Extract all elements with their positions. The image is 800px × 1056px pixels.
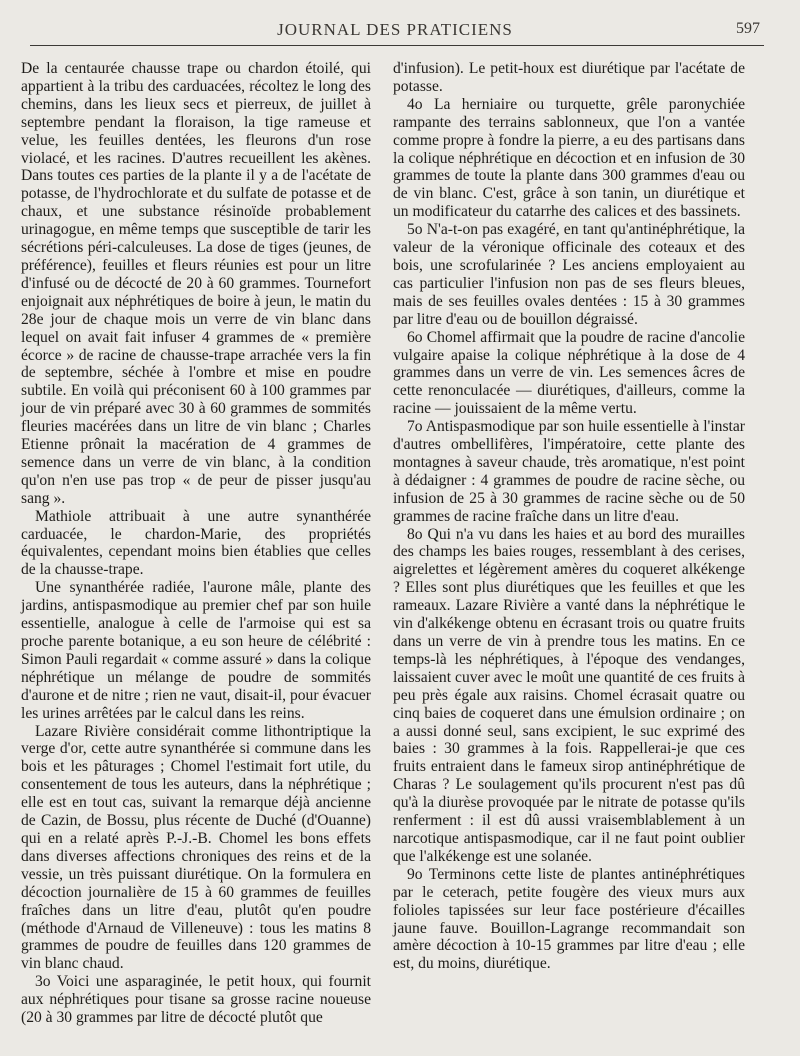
journal-title: JOURNAL DES PRATICIENS: [277, 20, 513, 39]
paragraph: Une synanthérée radiée, l'aurone mâle, plante des jardins, antispasmodique au premier chef par son huile essentielle, analogue à celle de l'armoise qui est sa proche parente botanique, a eu son heure de célébrité : Simon Pauli regardait « comme assuré » dans la colique néphrétique un mélange de poudre de sommités d'aurone et de nitre ; rien ne vaut, disait-il, pour évacuer les urines arrêtées par le calcul dans les reins.: [21, 579, 371, 722]
left-column: [21, 60, 371, 1027]
right-column: [393, 60, 745, 973]
paragraph: 3o Voici une asparaginée, le petit houx, qui fournit aux néphrétiques pour tisane sa grosse racine noueuse (20 à 30 grammes par litre de décocté plutôt que: [21, 973, 371, 1027]
paragraph: Lazare Rivière considérait comme lithontriptique la verge d'or, cette autre synanthérée si commune dans les bois et les pâturages ; Chomel l'estimait fort utile, du consentement de tous les auteurs, dans la néphrétique ; elle est en tout cas, suivant la remarque déjà ancienne de Cazin, de Bossu, plus récente de Duché (d'Ouanne) qui en a relaté après P.-J.-B. Chomel les bons effets dans diverses affections chroniques des reins et de la vessie, un très puissant diurétique. On la formulera en décoction journalière de 15 à 60 grammes de feuilles fraîches dans un litre d'eau, plutôt qu'en poudre (méthode d'Arnaud de Villeneuve) : tous les matins 8 grammes de poudre de feuilles dans 120 grammes de vin blanc chaud.: [21, 722, 371, 973]
paragraph: 8o Qui n'a vu dans les haies et au bord des murailles des champs les baies rouges, ressemblant à des cerises, aigrelettes et légèrement amères du coqueret alkékenge ? Elles sont plus diurétiques que les feuilles et que les rameaux. Lazare Rivière a vanté dans la néphrétique le vin d'alkékenge obtenu en écrasant trois ou quatre fruits dans un verre de vin à prendre tous les matins. En ce temps-là les néphrétiques, à l'époque des vendanges, laissaient cuver avec le moût une quantité de ces fruits à peu près égale aux raisins. Chomel écrasait quatre ou cinq baies de coqueret dans une émulsion ordinaire ; on a aussi donné seul, sans excipient, le suc exprimé des baies : 30 grammes à la fois. Rappellerai-je que ces fruits entraient dans le fameux sirop antinéphrétique de Charas ? Le soulagement qu'ils procurent n'est pas dû qu'à la diurèse provoquée par le nitrate de potasse qu'ils renferment : il est dû aussi vraisemblablement à un narcotique antispasmodique, car il ne faut point oublier que l'alkékenge est une solanée.: [393, 525, 745, 865]
paragraph: 9o Terminons cette liste de plantes antinéphrétiques par le ceterach, petite fougère des vieux murs aux folioles tapissées sur leur face postérieure d'écailles jaune fauve. Bouillon-Lagrange recommandait son amère décoction à 10-15 grammes par litre d'eau ; elle est, du moins, diurétique.: [393, 865, 745, 973]
paragraph: Mathiole attribuait à une autre synanthérée carduacée, le chardon-Marie, des propriétés équivalentes, cependant moins bien établies que celles de la chausse-trape.: [21, 507, 371, 579]
paragraph: 7o Antispasmodique par son huile essentielle à l'instar d'autres ombellifères, l'impératoire, cette plante des montagnes à saveur chaude, très aromatique, n'est point à dédaigner : 4 grammes de poudre de racine sèche, ou infusion de 25 à 30 grammes de racine sèche ou de 50 grammes de racine fraîche dans un litre d'eau.: [393, 418, 745, 525]
paragraph: 5o N'a-t-on pas exagéré, en tant qu'antinéphrétique, la valeur de la véronique officinale des coteaux et des bois, une scrofularinée ? Les anciens employaient au cas particulier l'infusion non pas de ses fleurs bleues, mais de ses feuilles ovales dentées : 15 à 30 grammes par litre d'eau ou de bouillon dégraissé.: [393, 221, 745, 328]
paragraph: De la centaurée chausse trape ou chardon étoilé, qui appartient à la tribu des carduacées, récoltez le long des chemins, dans les lieux secs et pierreux, de juillet à septembre pendant la floraison, la tige rameuse et velue, les feuilles dentées, les fleurons d'un rose violacé, et les racines. D'autres recueillent les akènes. Dans toutes ces parties de la plante il y a de l'acétate de potasse, de l'hydrochlorate et du sulfate de potasse et de chaux, et une substance résinoïde probablement urinagogue, en même temps que susceptible de tarir les sécrétions péri-calculeuses. La dose de tiges (jeunes, de préférence), feuilles et fleurs réunies est pour un litre d'infusé ou de décocté de 20 à 60 grammes. Tournefort enjoignait aux néphrétiques de boire à jeun, le matin du 28e jour de chaque mois un verre de vin blanc dans lequel on avait fait infuser 4 grammes de « première écorce » de racine de chausse-trape arrachée vers la fin de septembre, séchée à l'ombre et mise en poudre subtile. En voilà qui préconisent 60 à 100 grammes par jour de vin préparé avec 30 à 60 grammes de sommités fleuries macérées dans un litre de vin blanc ; Charles Etienne prônait la macération de 4 grammes de semence dans un verre de vin blanc, à la condition qu'on n'en use pas trop « de peur de pisser jusqu'au sang ».: [21, 60, 371, 507]
paragraph: 6o Chomel affirmait que la poudre de racine d'ancolie vulgaire apaise la colique néphrétique à la dose de 4 grammes dans un verre de vin. Les semences âcres de cette renonculacée — diurétiques, d'ailleurs, comme la racine — jouissaient de la même vertu.: [393, 328, 745, 418]
header-rule: [30, 45, 764, 46]
running-header: [30, 20, 760, 42]
page-number: 597: [736, 20, 760, 37]
paragraph: d'infusion). Le petit-houx est diurétique par l'acétate de potasse.: [393, 60, 745, 95]
paragraph: 4o La herniaire ou turquette, grêle paronychiée rampante des terrains sablonneux, que l'on a vantée comme propre à fondre la pierre, a eu des partisans dans la colique néphrétique en décoction et en infusion de 30 grammes de toute la plante dans 300 grammes d'eau ou de vin blanc. C'est, grâce à son tanin, un diurétique et un modificateur du catarrhe des calices et des bassinets.: [393, 95, 745, 221]
